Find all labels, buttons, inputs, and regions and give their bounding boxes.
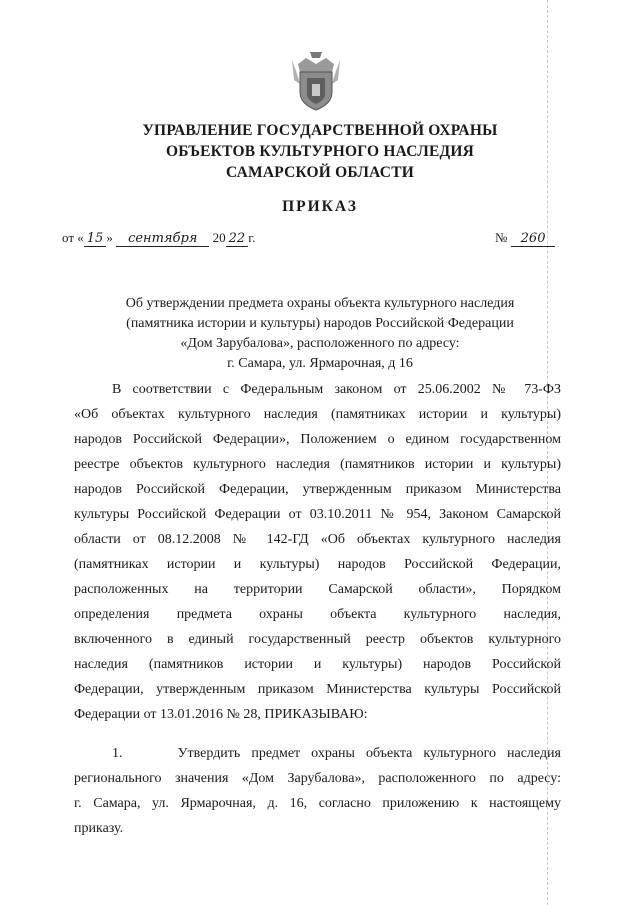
- header-line-1: УПРАВЛЕНИЕ ГОСУДАРСТВЕННОЙ ОХРАНЫ: [142, 122, 498, 139]
- subject-line: (памятника истории и культуры) народов Российской Федерации: [126, 316, 514, 331]
- subject-line: «Дом Зарубалова», расположенного по адресу:: [180, 336, 460, 351]
- order-subject: [90, 294, 550, 374]
- body-line: 1. Утвердить предмет охраны объекта культурного наследия: [112, 746, 561, 761]
- date-day: 15: [84, 231, 107, 247]
- body-line: определения предмета охраны объекта культурного наследия,: [74, 607, 561, 622]
- date-suffix: г.: [248, 230, 256, 245]
- body-line: наследия (памятников истории и культуры) народов Российской: [74, 657, 561, 672]
- body-line: реестре объектов культурного наследия (памятников истории и культуры): [74, 457, 561, 472]
- subject-line: г. Самара, ул. Ярмарочная, д 16: [227, 356, 413, 371]
- preamble-paragraph: [74, 377, 561, 727]
- date-mid: »: [106, 230, 117, 245]
- header-line-2: ОБЪЕКТОВ КУЛЬТУРНОГО НАСЛЕДИЯ: [165, 143, 475, 160]
- body-line: приказу.: [74, 821, 124, 836]
- body-line: (памятниках истории и культуры) народов Российской Федерации,: [74, 557, 561, 572]
- order-date: [62, 230, 255, 246]
- body-line: включенного в единый государственный реестр объектов культурного: [74, 632, 561, 647]
- header-line-3: САМАРСКОЙ ОБЛАСТИ: [225, 164, 414, 181]
- subject-line: Об утверждении предмета охраны объекта культурного наследия: [125, 296, 515, 311]
- body-line: народов Российской Федерации», Положением о едином государственном: [74, 432, 561, 447]
- date-prefix: от «: [62, 230, 84, 245]
- date-year-suffix: 22: [226, 231, 249, 247]
- body-line: народов Российской Федерации, утвержденным приказом Министерства: [74, 482, 561, 497]
- date-month: сентября: [116, 231, 209, 247]
- order-number: [495, 230, 555, 246]
- date-year-prefix: 20: [209, 230, 226, 245]
- body-line: Федерации от 13.01.2016 № 28, ПРИКАЗЫВАЮ:: [74, 707, 368, 722]
- body-line: В соответствии с Федеральным законом от 25.06.2002 № 73-ФЗ: [112, 382, 561, 397]
- coat-of-arms-icon: [288, 50, 344, 112]
- body-line: Федерации, утвержденным приказом Министерства культуры Российской: [74, 682, 561, 697]
- order-item-1: [74, 741, 561, 841]
- number-value: 260: [511, 231, 556, 247]
- body-line: регионального значения «Дом Зарубалова», расположенного по адресу:: [74, 771, 561, 786]
- body-line: «Об объектах культурного наследия (памятниках истории и культуры): [74, 407, 561, 422]
- order-title: ПРИКАЗ: [282, 198, 358, 215]
- body-line: расположенных на территории Самарской области», Порядком: [74, 582, 561, 597]
- body-line: г. Самара, ул. Ярмарочная, д. 16, согласно приложению к настоящему: [74, 796, 561, 811]
- number-prefix: №: [495, 230, 511, 245]
- body-line: области от 08.12.2008 № 142-ГД «Об объектах культурного наследия: [74, 532, 561, 547]
- body-line: культуры Российской Федерации от 03.10.2011 № 954, Законом Самарской: [74, 507, 561, 522]
